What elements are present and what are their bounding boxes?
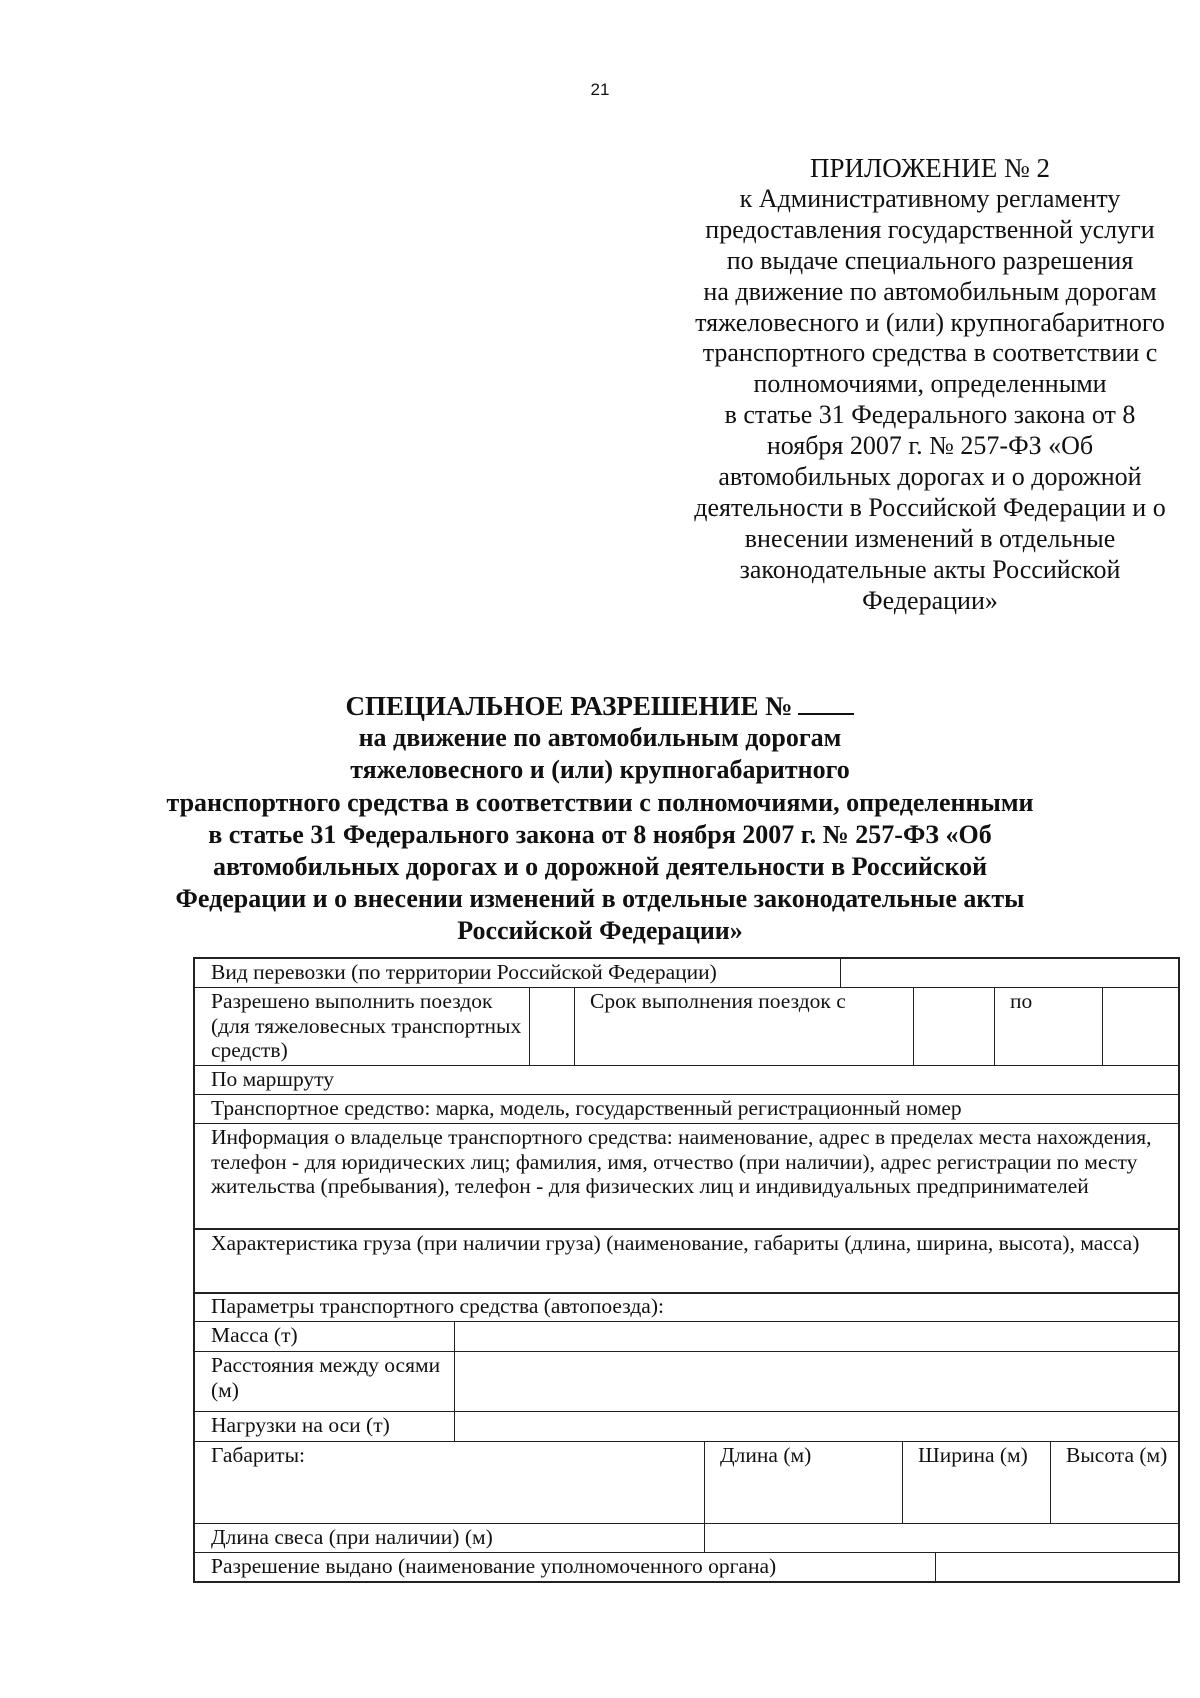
allowed-trips-value[interactable] <box>529 988 574 1065</box>
dimensions-label: Габариты: <box>211 1443 305 1467</box>
heading-line: автомобильных дорогах и о дорожной деятельности в Российской <box>212 852 988 882</box>
owner-info-label: Информация о владельце транспортного средства: наименование, адрес в пределах места нахождения, телефон - для юридических лиц; фамилия, имя, отчество (при наличии), адрес регистрации по месту жительства (пребывания), телефон - для физических лиц и индивидуальных предпринимателей <box>211 1125 1152 1198</box>
appendix-title: ПРИЛОЖЕНИЕ № 2 <box>809 153 1051 183</box>
appendix-line: тяжеловесного и (или) крупногабаритного <box>695 307 1165 337</box>
appendix-line: на движение по автомобильным дорогам <box>703 276 1157 306</box>
heading-title-text: СПЕЦИАЛЬНОЕ РАЗРЕШЕНИЕ № <box>345 691 793 721</box>
appendix-line: автомобильных дорогах и о дорожной <box>718 462 1142 492</box>
heading-line: Российской Федерации» <box>457 916 743 946</box>
heading-line: в статье 31 Федерального закона от 8 ноября 2007 г. № 257-ФЗ «Об <box>208 819 992 849</box>
trip-period-to-label: по <box>1010 989 1033 1013</box>
transport-type-value[interactable] <box>840 959 1180 987</box>
appendix-line: предоставления государственной услуги <box>705 214 1155 244</box>
heading-line: тяжеловесного и (или) крупногабаритного <box>350 755 850 785</box>
cargo-label: Характеристика груза (при наличии груза) (наименование, габариты (длина, ширина, высота), масса) <box>211 1231 1140 1255</box>
length-label: Длина (м) <box>720 1443 812 1467</box>
issued-by-label: Разрешение выдано (наименование уполномоченного органа) <box>211 1554 777 1578</box>
height-label: Высота (м) <box>1066 1443 1168 1467</box>
transport-type-label: Вид перевозки (по территории Российской Федерации) <box>211 960 717 984</box>
issued-by-value[interactable] <box>935 1553 1180 1583</box>
heading-title <box>150 690 1050 722</box>
mass-label: Масса (т) <box>211 1323 298 1347</box>
heading-line: Федерации и о внесении изменений в отдельные законодательные акты <box>175 884 1025 914</box>
axle-distances-label: Расстояния между осями (м) <box>211 1353 441 1402</box>
axle-loads-label: Нагрузки на оси (т) <box>211 1413 390 1437</box>
vehicle-params-label: Параметры транспортного средства (автопоезда): <box>211 1294 664 1318</box>
axle-loads-value[interactable] <box>454 1412 1180 1441</box>
document-heading <box>150 690 1050 948</box>
appendix-line: деятельности в Российской Федерации и о <box>694 492 1166 522</box>
trip-period-from-value[interactable] <box>913 988 994 1065</box>
appendix-line: Федерации» <box>862 585 998 615</box>
page-number: 21 <box>590 80 610 99</box>
appendix-block <box>660 153 1200 617</box>
appendix-line: к Административному регламенту <box>739 183 1121 213</box>
permit-number-blank[interactable] <box>798 693 854 715</box>
appendix-line: внесении изменений в отдельные <box>744 523 1116 553</box>
appendix-line: полномочиями, определенными <box>753 369 1107 399</box>
appendix-line: по выдаче специального разрешения <box>726 245 1134 275</box>
overhang-label: Длина свеса (при наличии) (м) <box>211 1525 493 1549</box>
appendix-line: законодательные акты Российской <box>739 554 1121 584</box>
axle-distances-value[interactable] <box>454 1352 1180 1411</box>
trip-period-from-label: Срок выполнения поездок с <box>590 989 846 1013</box>
mass-value[interactable] <box>454 1322 1180 1351</box>
appendix-line: транспортного средства в соответствии с <box>702 338 1158 368</box>
vehicle-label: Транспортное средство: марка, модель, государственный регистрационный номер <box>211 1096 962 1120</box>
width-label: Ширина (м) <box>918 1443 1028 1467</box>
permit-form-table <box>193 957 1180 1583</box>
heading-line: на движение по автомобильным дорогам <box>358 723 842 753</box>
heading-line: транспортного средства в соответствии с полномочиями, определенными <box>166 787 1034 817</box>
route-label: По маршруту <box>211 1067 335 1091</box>
allowed-trips-label: Разрешено выполнить поездок (для тяжеловесных транспортных средств) <box>211 989 522 1062</box>
appendix-line: в статье 31 Федерального закона от 8 <box>724 400 1136 430</box>
overhang-value[interactable] <box>704 1524 1180 1552</box>
appendix-line: ноября 2007 г. № 257-ФЗ «Об <box>766 431 1094 461</box>
trip-period-to-value[interactable] <box>1102 988 1180 1065</box>
